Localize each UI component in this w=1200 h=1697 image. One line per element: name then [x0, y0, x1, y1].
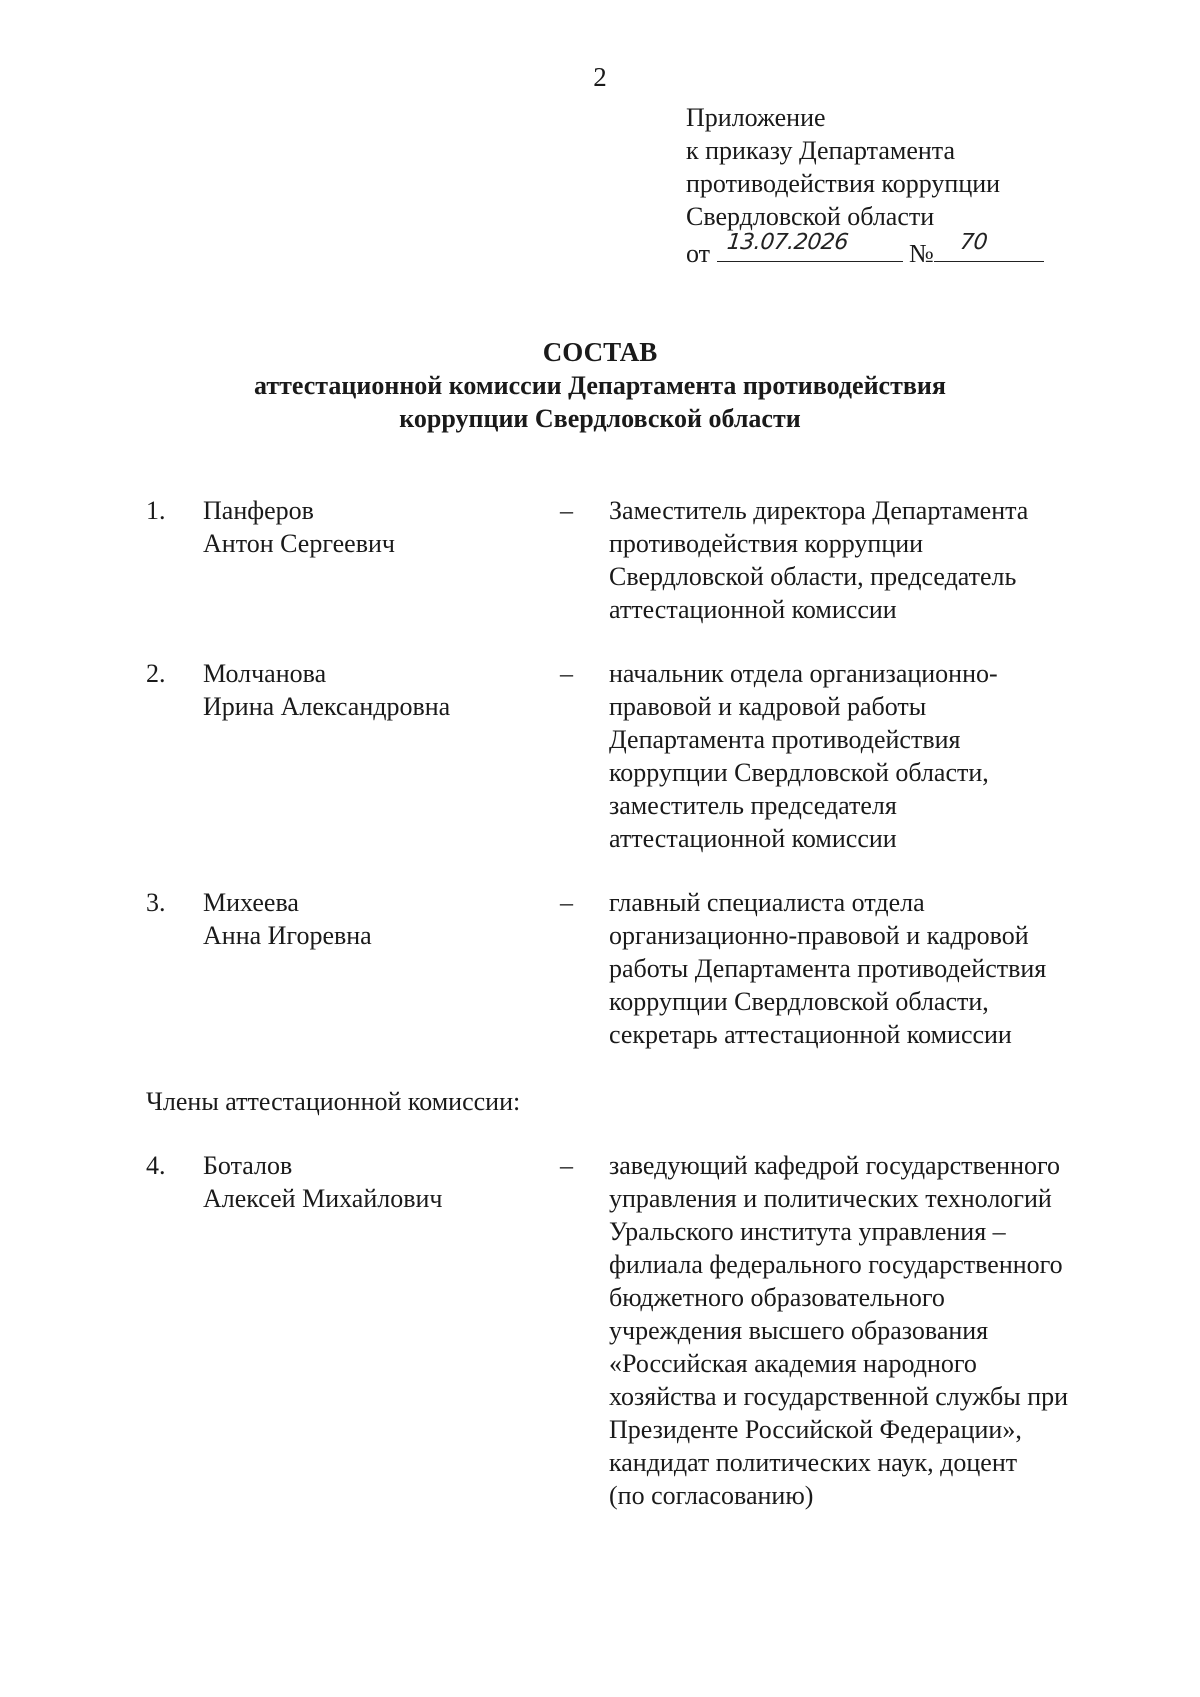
role-line: Свердловской области, председатель — [609, 562, 1017, 591]
order-date-field — [717, 230, 903, 262]
role-line: коррупции Свердловской области, — [609, 987, 989, 1016]
role-line: секретарь аттестационной комиссии — [609, 1020, 1012, 1049]
role-line: хозяйства и государственной службы при — [609, 1382, 1069, 1411]
page-number: 2 — [593, 62, 607, 92]
role-line: учреждения высшего образования — [609, 1316, 989, 1345]
member-name — [203, 494, 395, 560]
appendix-line: Приложение — [686, 103, 826, 132]
role-line: главный специалиста отдела — [609, 888, 925, 917]
order-date-line — [686, 230, 1044, 270]
role-line: Заместитель директора Департамента — [609, 496, 1029, 525]
role-line: Департамента противодействия — [609, 725, 961, 754]
role-line: организационно-правовой и кадровой — [609, 921, 1029, 950]
title-subline: аттестационной комиссии Департамента противодействия — [254, 371, 946, 400]
document-title — [0, 336, 1200, 435]
role-line: Уральского института управления – — [609, 1217, 1006, 1246]
role-line: коррупции Свердловской области, — [609, 758, 989, 787]
member-role — [609, 494, 1129, 626]
order-number-field — [934, 230, 1044, 262]
handwritten-date: 13.07.2026 — [725, 230, 849, 255]
members-heading: Члены аттестационной комиссии: — [146, 1087, 521, 1116]
role-line: заместитель председателя — [609, 791, 897, 820]
date-prefix: от — [686, 239, 711, 268]
member-role — [609, 1149, 1129, 1512]
member-role — [609, 657, 1129, 855]
member-surname: Молчанова — [203, 659, 327, 688]
role-line: кандидат политических наук, доцент — [609, 1448, 1018, 1477]
number-prefix: № — [909, 239, 934, 268]
member-given-name: Ирина Александровна — [203, 692, 451, 721]
dash-separator: – — [560, 1151, 573, 1180]
member-number: 3. — [146, 888, 166, 917]
dash-separator: – — [560, 496, 573, 525]
role-line: филиала федерального государственного — [609, 1250, 1063, 1279]
role-line: бюджетного образовательного — [609, 1283, 945, 1312]
member-given-name: Алексей Михайлович — [203, 1184, 443, 1213]
title-main: СОСТАВ — [542, 337, 658, 367]
member-role — [609, 886, 1129, 1051]
title-subline: коррупции Свердловской области — [399, 404, 801, 433]
role-line: (по согласованию) — [609, 1481, 814, 1510]
member-name — [203, 1149, 442, 1215]
role-line: аттестационной комиссии — [609, 595, 897, 624]
appendix-line: Свердловской области — [686, 202, 935, 231]
appendix-header — [686, 101, 1044, 270]
member-name — [203, 886, 372, 952]
dash-separator: – — [560, 659, 573, 688]
role-line: аттестационной комиссии — [609, 824, 897, 853]
dash-separator: – — [560, 888, 573, 917]
appendix-line: к приказу Департамента — [686, 136, 956, 165]
appendix-line: противодействия коррупции — [686, 169, 1001, 198]
member-surname: Панферов — [203, 496, 314, 525]
member-surname: Боталов — [203, 1151, 293, 1180]
member-number: 1. — [146, 496, 166, 525]
member-number: 2. — [146, 659, 166, 688]
role-line: заведующий кафедрой государственного — [609, 1151, 1061, 1180]
member-given-name: Антон Сергеевич — [203, 529, 395, 558]
member-number: 4. — [146, 1151, 166, 1180]
member-surname: Михеева — [203, 888, 299, 917]
member-given-name: Анна Игоревна — [203, 921, 372, 950]
role-line: противодействия коррупции — [609, 529, 924, 558]
handwritten-number: 70 — [958, 230, 989, 255]
role-line: «Российская академия народного — [609, 1349, 977, 1378]
role-line: Президенте Российской Федерации», — [609, 1415, 1022, 1444]
role-line: управления и политических технологий — [609, 1184, 1052, 1213]
role-line: правовой и кадровой работы — [609, 692, 927, 721]
role-line: работы Департамента противодействия — [609, 954, 1047, 983]
member-name — [203, 657, 450, 723]
role-line: начальник отдела организационно- — [609, 659, 998, 688]
